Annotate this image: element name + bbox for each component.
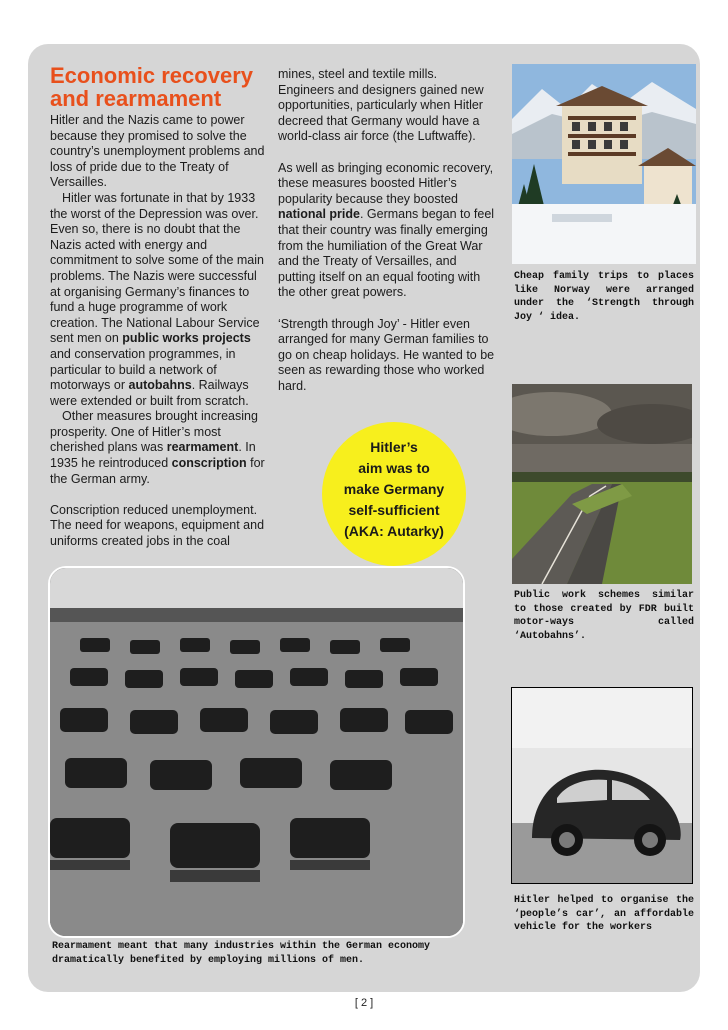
article-column-2: [278, 67, 496, 394]
tanks-caption: Rearmament meant that many industries within the German economy dramatically benefited by employing millions of men.: [52, 941, 431, 966]
hotel-caption: Cheap family trips to places like Norway were arranged under the ‘Strength through Joy ‘ idea.: [514, 271, 694, 323]
article-title: Economic recovery and rearmament: [50, 63, 253, 111]
column2-paragraph-1: mines, steel and textile mills. Engineers and designers gained new opportunities, particularly when Hitler decreed that Germany would have a world-class air force (the Luftwaffe).: [278, 67, 484, 144]
column2-paragraph-3: ‘Strength through Joy’ - Hitler even arranged for many German families to go on cheap holidays. He wanted to be seen as rewarding those who worked hard.: [278, 316, 495, 393]
road-photo: [512, 384, 692, 584]
column1-paragraph-1: Hitler and the Nazis came to power because they promised to solve the country’s unemployment problems and loss of pride due to the Treaty of Versailles.: [50, 113, 265, 190]
road-caption: Public work schemes similar to those created by FDR built motor-ways called ‘Autobahns’.: [514, 590, 694, 642]
article-column-1: [50, 113, 268, 550]
column1-paragraph-2: Hitler was fortunate in that by 1933 the worst of the Depression was over. Even so, there is no doubt that the Nazis acted with energy and commitment to solve some of the main problems. The Nazis were successful at organising Germany’s finances to fund a huge programme of work creation. The National Labour Service sent men on public works projects and conservation programmes, in particular to build a network of motorways or autobahns. Railways were extended or built from scratch.: [50, 190, 264, 408]
car-photo: [512, 688, 692, 883]
column2-paragraph-2: As well as bringing economic recovery, these measures boosted Hitler’s popularity because they boosted national pride. Germans began to feel that their country was finally emerging from the humiliation of the Great War and the Treaty of Versailles, and putting itself on an equal footing with the other great powers.: [278, 160, 495, 300]
column1-paragraph-4: Conscription reduced unemployment. The need for weapons, equipment and uniforms created jobs in the coal: [50, 502, 265, 549]
column1-paragraph-3: Other measures brought increasing prosperity. One of Hitler’s most cherished plans was rearmament. In 1935 he reintroduced conscription for the German army.: [50, 409, 265, 486]
tanks-photo: [48, 566, 465, 938]
callout-text: Hitler’s aim was to make Germany self-sufficient (AKA: Autarky): [343, 439, 445, 539]
car-caption: Hitler helped to organise the ‘people’s car’, an affordable vehicle for the workers: [514, 895, 694, 933]
page-number: [ 2 ]: [354, 997, 374, 1009]
hotel-photo: [512, 64, 696, 264]
